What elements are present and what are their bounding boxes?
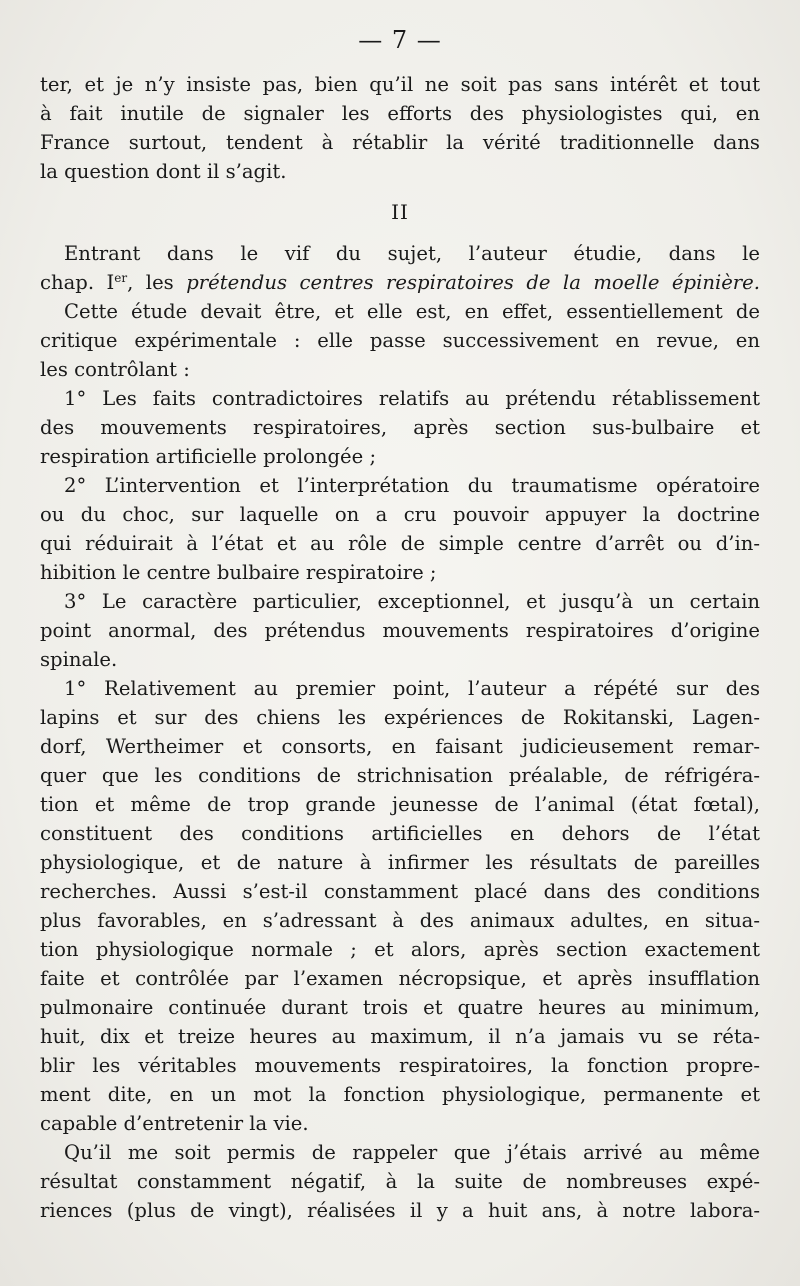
list-item-line: 3° Le caractère particulier, exceptionnel, et jusqu’à un certain bbox=[64, 590, 760, 613]
text-line: faite et contrôlée par l’examen nécropsique, et après insufflation bbox=[40, 967, 760, 990]
body-text bbox=[40, 70, 760, 1225]
text-segment: , les bbox=[127, 271, 187, 294]
italic-title: prétendus centres respiratoires de la moelle épinière. bbox=[186, 271, 761, 294]
text-line: 1° Relativement au premier point, l’auteur a répété sur des bbox=[64, 677, 760, 700]
text-line: à fait inutile de signaler les efforts des physiologistes qui, en bbox=[40, 102, 760, 125]
section-heading: II bbox=[391, 200, 409, 224]
list-item-line: qui réduirait à l’état et au rôle de simple centre d’arrêt ou d’in- bbox=[40, 532, 760, 555]
text-line: recherches. Aussi s’est-il constamment placé dans des conditions bbox=[40, 880, 760, 903]
text-line: riences (plus de vingt), réalisées il y a huit ans, à notre labora- bbox=[40, 1199, 760, 1222]
text-line: Cette étude devait être, et elle est, en effet, essentiellement de bbox=[64, 300, 760, 323]
list-item-line: point anormal, des prétendus mouvements respiratoires d’origine bbox=[40, 619, 760, 642]
text-line: quer que les conditions de strichnisation préalable, de réfrigéra- bbox=[40, 764, 760, 787]
list-item-line: ou du choc, sur laquelle on a cru pouvoir appuyer la doctrine bbox=[40, 503, 760, 526]
list-item-line: respiration artificielle prolongée ; bbox=[40, 445, 377, 468]
text-line: tion physiologique normale ; et alors, après section exactement bbox=[40, 938, 760, 961]
text-line: France surtout, tendent à rétablir la vérité traditionnelle dans bbox=[40, 131, 760, 154]
text-line: ter, et je n’y insiste pas, bien qu’il ne soit pas sans intérêt et tout bbox=[40, 73, 760, 96]
text-line: critique expérimentale : elle passe successivement en revue, en bbox=[40, 329, 760, 352]
superscript: er bbox=[114, 271, 128, 285]
page-number: — 7 — bbox=[358, 26, 442, 54]
text-line: tion et même de trop grande jeunesse de l’animal (état fœtal), bbox=[40, 793, 760, 816]
text-line: dorf, Wertheimer et consorts, en faisant judicieusement remar- bbox=[40, 735, 760, 758]
text-line: huit, dix et treize heures au maximum, il n’a jamais vu se réta- bbox=[40, 1025, 760, 1048]
text-line: pulmonaire continuée durant trois et quatre heures au minimum, bbox=[40, 996, 760, 1019]
text-line: la question dont il s’agit. bbox=[40, 160, 287, 183]
text-segment: chap. I bbox=[40, 271, 115, 294]
text-line: Entrant dans le vif du sujet, l’auteur étudie, dans le bbox=[64, 242, 760, 265]
text-line: Qu’il me soit permis de rappeler que j’étais arrivé au même bbox=[64, 1141, 760, 1164]
text-line: plus favorables, en s’adressant à des animaux adultes, en situa- bbox=[40, 909, 760, 932]
text-line: physiologique, et de nature à infirmer les résultats de pareilles bbox=[40, 851, 760, 874]
text-line: lapins et sur des chiens les expériences de Rokitanski, Lagen- bbox=[40, 706, 760, 729]
text-line-with-italic bbox=[40, 268, 760, 297]
text-line: ment dite, en un mot la fonction physiologique, permanente et bbox=[40, 1083, 760, 1106]
text-line: constituent des conditions artificielles en dehors de l’état bbox=[40, 822, 760, 845]
text-line: capable d’entretenir la vie. bbox=[40, 1112, 309, 1135]
text-line: les contrôlant : bbox=[40, 358, 190, 381]
list-item-line: hibition le centre bulbaire respiratoire ; bbox=[40, 561, 437, 584]
list-item-line: 1° Les faits contradictoires relatifs au prétendu rétablissement bbox=[64, 387, 760, 410]
list-item-line: 2° L’intervention et l’interprétation du traumatisme opératoire bbox=[64, 474, 760, 497]
text-line: résultat constamment négatif, à la suite de nombreuses expé- bbox=[40, 1170, 760, 1193]
list-item-line: des mouvements respiratoires, après section sus-bulbaire et bbox=[40, 416, 760, 439]
text-line: blir les véritables mouvements respiratoires, la fonction propre- bbox=[40, 1054, 760, 1077]
list-item-line: spinale. bbox=[40, 648, 118, 671]
